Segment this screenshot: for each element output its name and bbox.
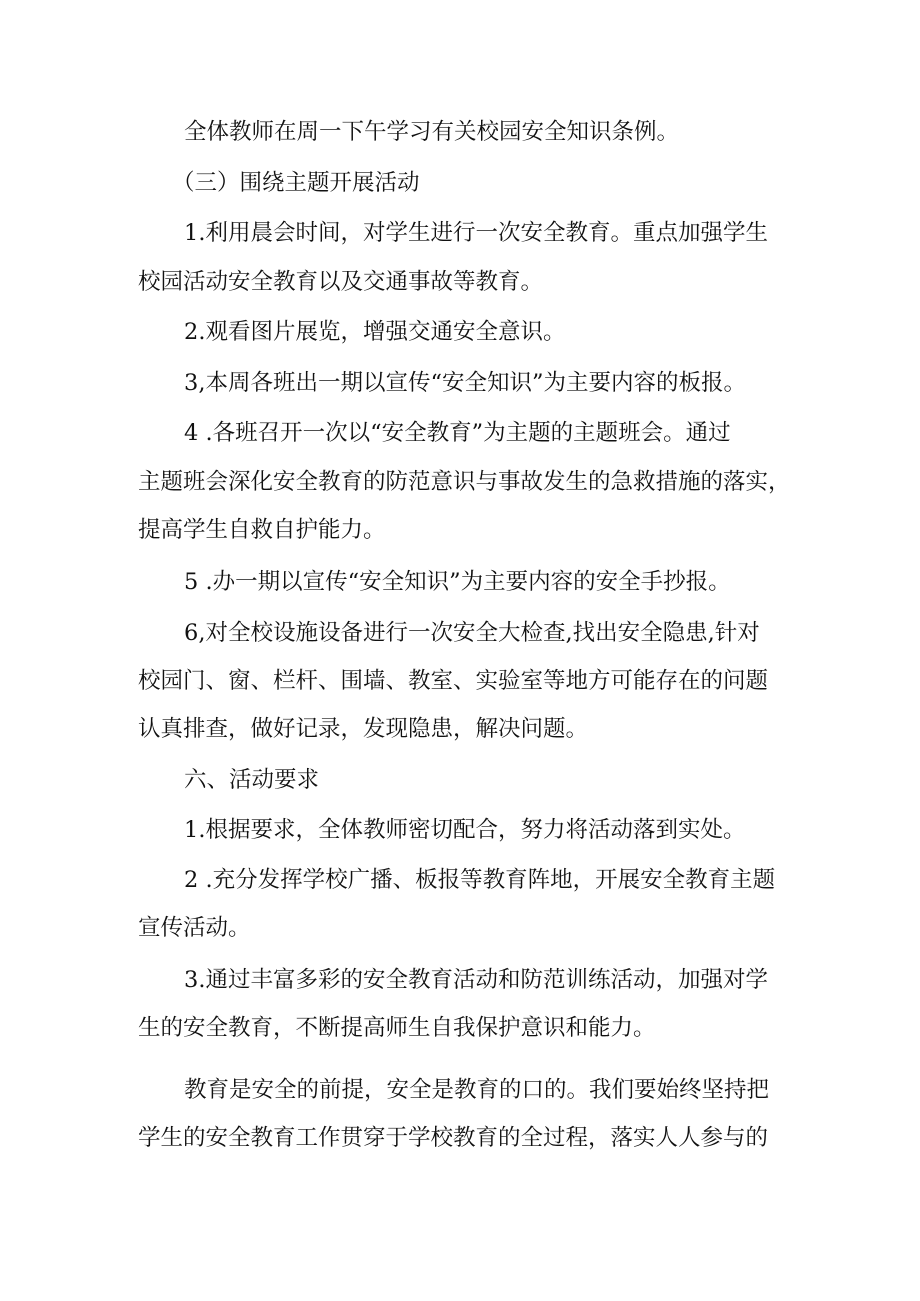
text-line: 认真排查，做好记录，发现隐患，解决问题。	[138, 716, 589, 742]
text-line: 4 .各班召开一次以“安全教育”为主题的主题班会。通过	[184, 420, 731, 446]
section-heading: 六、活动要求	[184, 767, 320, 793]
text-line: 1.利用晨会时间，对学生进行一次安全教育。重点加强学生	[184, 220, 768, 246]
text-line: 2.观看图片展览，增强交通安全意识。	[184, 319, 566, 345]
text-line: 生的安全教育，不断提高师生自我保护意识和能力。	[138, 1015, 656, 1041]
text-line: 校园门、窗、栏杆、围墙、教室、实验室等地方可能存在的问题	[138, 668, 769, 694]
text-line: 提高学生自救自护能力。	[138, 517, 386, 543]
text-line: 宣传活动。	[138, 915, 251, 941]
text-line: 校园活动安全教育以及交通事故等教育。	[138, 269, 544, 295]
text-line: 5 .办一期以宣传“安全知识”为主要内容的安全手抄报。	[184, 569, 731, 595]
text-line: 全体教师在周一下午学习有关校园安全知识条例。	[184, 119, 680, 145]
text-line: 2 .充分发挥学校广播、板报等教育阵地，开展安全教育主题	[184, 867, 776, 893]
text-line: 学生的安全教育工作贯穿于学校教育的全过程，落实人人参与的	[138, 1125, 769, 1151]
text-line: 3.通过丰富多彩的安全教育活动和防范训练活动，加强对学	[184, 967, 768, 993]
text-line: 1.根据要求，全体教师密切配合，努力将活动落到实处。	[184, 817, 746, 843]
text-line: 6,对全校设施设备进行一次安全大检查,找出安全隐患,针对	[184, 620, 760, 646]
text-line: 教育是安全的前提，安全是教育的口的。我们要始终坚持把	[184, 1077, 770, 1103]
text-line: 主题班会深化安全教育的防范意识与事故发生的急救措施的落实，	[138, 469, 791, 495]
text-line: 3,本周各班出一期以宣传“安全知识”为主要内容的板报。	[184, 370, 746, 396]
section-heading: （三）围绕主题开展活动	[172, 170, 420, 196]
